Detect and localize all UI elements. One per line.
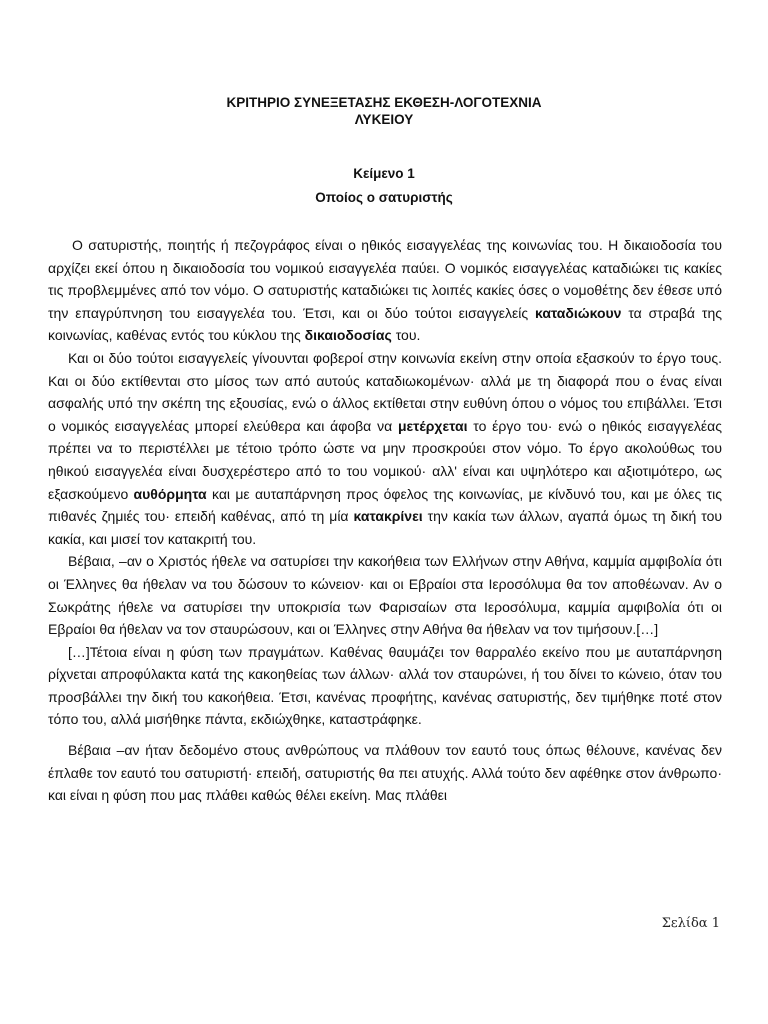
text-heading <box>0 162 768 210</box>
paragraph-4: […]Τέτοια είναι η φύση των πραγμάτων. Καθένας θαυμάζει τον θαρραλέο εκείνο που με αυταπάρνηση ρίχνεται απροφύλακτα κατά της κακοηθείας των άλλων· αλλά τον σταυρώνει, ή του δίνει το κώνειο, όταν του προσβάλλει την δική του κακοήθεια. Έτσι, κανένας προφήτης, κανένας σατυριστής, δεν τιμήθηκε ποτέ στον τόπο του, αλλά μισήθηκε πάντα, εκδιώχθηκε, καταστράφηκε. <box>48 643 722 728</box>
body-text <box>48 234 722 807</box>
bold-term: αυθόρμητα <box>133 485 207 502</box>
exam-title <box>0 94 768 128</box>
exam-title-line-2: ΛΥΚΕΙΟΥ <box>354 112 414 127</box>
bold-term: μετέρχεται <box>397 417 468 434</box>
paragraph-5: Βέβαια –αν ήταν δεδομένο στους ανθρώπους να πλάθουν τον εαυτό τους όπως θέλουνε, κανένας δεν έπλαθε τον εαυτό του σατυριστή· επειδή, σατυριστής θα πει ατυχής. Αλλά τούτο δεν αφέθηκε στον άνθρωπο· και είναι η φύση που μας πλάθει καθώς θέλει εκείνη. Μας πλάθει <box>48 742 722 804</box>
bold-term: δικαιοδοσίας <box>304 327 392 344</box>
exam-title-line-1: ΚΡΙΤΗΡΙΟ ΣΥΝΕΞΕΤΑΣΗΣ ΕΚΘΕΣΗ-ΛΟΓΟΤΕΧΝΙΑ <box>226 95 542 110</box>
page-number: Σελίδα 1 <box>661 916 720 931</box>
text-label: Κείμενο 1 <box>353 166 415 181</box>
paragraph-3: Βέβαια, –αν ο Χριστός ήθελε να σατυρίσει την κακοήθεια των Ελλήνων στην Αθήνα, καμμία αμφιβολία ότι οι Έλληνες θα ήθελαν να του δώσουν το κώνειον· και οι Εβραίοι στα Ιεροσόλυμα θα τον αποθέωναν. Αν ο Σωκράτης ήθελε να σατυρίσει την υποκρισία των Φαρισαίων στα Ιεροσόλυμα, καμμία αμφιβολία ότι οι Εβραίοι θα ήθελαν να τον σταυρώσουν, και οι Έλληνες στην Αθήνα θα ήθελαν να τον τιμήσουν.[…] <box>48 553 722 638</box>
bold-term: κατακρίνει <box>353 508 423 525</box>
text-title: Οποίος ο σατυριστής <box>315 190 453 205</box>
paragraph-2: Και οι δύο τούτοι εισαγγελείς γίνουνται φοβεροί στην κοινωνία εκείνη στην οποία εξασκούν το έργο τους. Και οι δύο εκτίθενται στο μίσος των από αυτούς καταδιωκομένων· αλλά με τη διαφορά που ο ένας είναι ασφαλής υπό την σκέπη της εξουσίας, ενώ ο άλλος εκτίθεται στην ευθύνη όπου ο νόμος του επιβάλλει. Έτσι ο νομικός εισαγγελέας μπορεί ελεύθερα και άφοβα να μετέρχεται το έργο του· ενώ ο ηθικός εισαγγελέας πρέπει να το περιστέλλει με τέτοιο τρόπο ώστε να μην προσκρούει στον νόμο. Το έργο ακολούθως του ηθικού εισαγγελέα είναι δυσχερέστερο από το του νομικού· αλλ' είναι και υψηλότερο και αξιοτιμότερο, ως εξασκούμενο αυθόρμητα και με αυταπάρνηση προς όφελος της κοινωνίας, με κίνδυνό του, και με όλες τις πιθανές ζημιές του· επειδή καθένας, από τη μία κατακρίνει την κακία των άλλων, αγαπά όμως τη δική του κακία, και μισεί τον κατακριτή του. <box>48 349 723 547</box>
paragraph-1: Ο σατυριστής, ποιητής ή πεζογράφος είναι ο ηθικός εισαγγελέας της κοινωνίας του. Η δικαιοδοσία του αρχίζει εκεί όπου η δικαιοδοσία του νομικού εισαγγελέα παύει. Ο νομικός εισαγγελέας καταδιώκει τις κακίες τις προβλεμμένες από τον νόμο. Ο σατυριστής καταδιώκει τις λοιπές κακίες όσες ο νομοθέτης δεν έθεσε υπό την επαγρύπνηση του εισαγγελέα του. Έτσι, και οι δύο τούτοι εισαγγελείς καταδιώκουν τα στραβά της κοινωνίας, καθένας εντός του κύκλου της δικαιοδοσίας του. <box>48 237 722 344</box>
bold-term: καταδιώκουν <box>535 304 622 321</box>
